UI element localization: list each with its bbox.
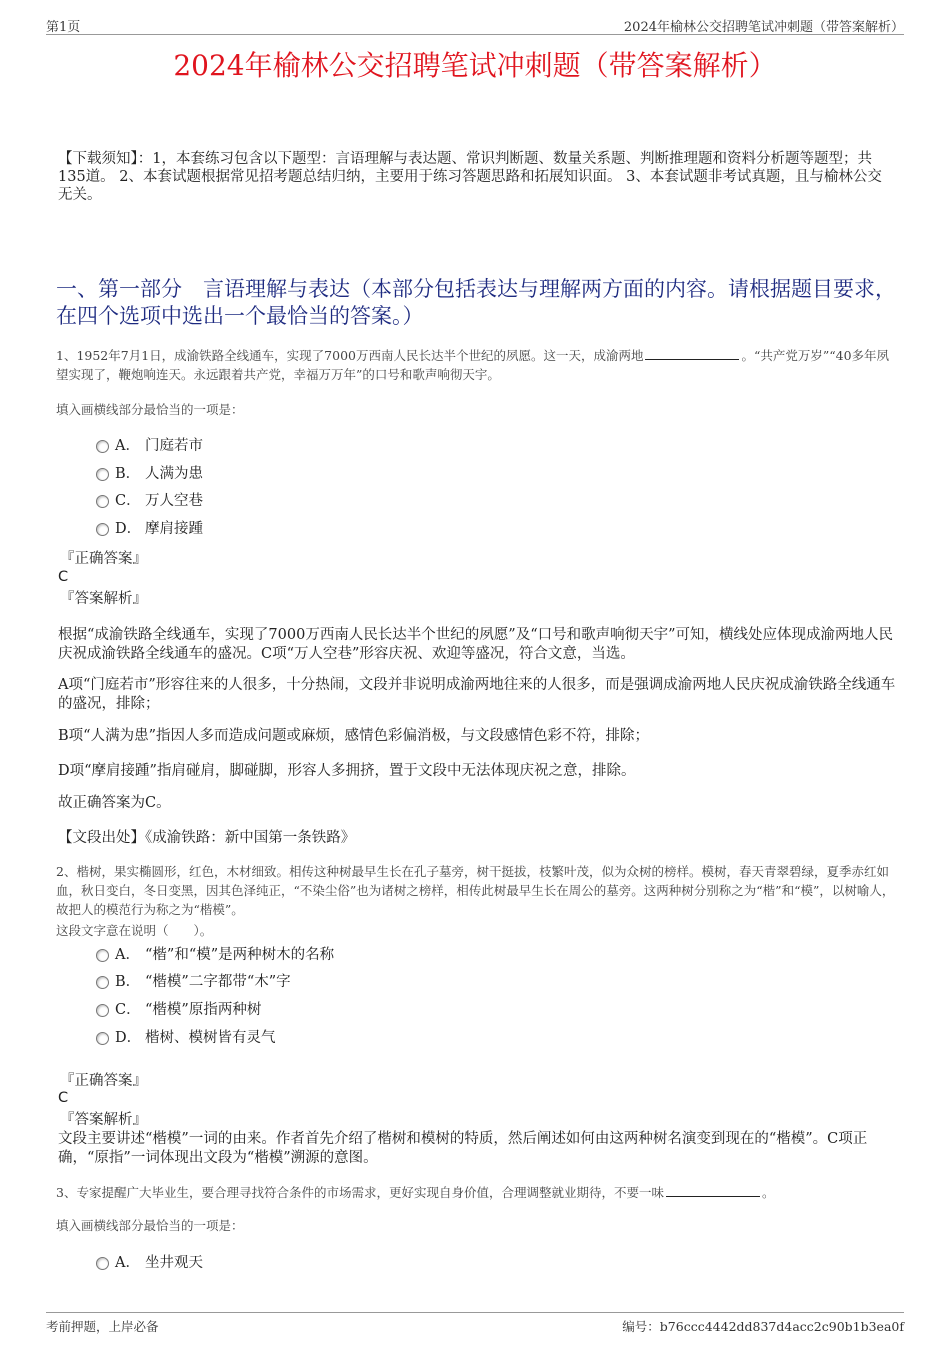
q1-analysis-5: 故正确答案为C。	[58, 795, 171, 811]
question-1-stem: 1、1952年7月1日，成渝铁路全线通车，实现了7000万西南人民长达半个世纪的夙愿。这一天，成渝两地 。“共产党万岁”“40多年夙望实现了，鞭炮响连天。永远跟着共产党，幸福万万年”的口号和歌声响彻天宇。	[56, 348, 890, 382]
q3-option-a[interactable]: A． 坐井观天	[96, 1253, 203, 1273]
q1-option-b[interactable]: B． 人满为患	[96, 464, 203, 484]
radio-icon[interactable]	[96, 976, 109, 989]
q2-option-a[interactable]: A． “楷”和“模”是两种树木的名称	[96, 945, 334, 965]
q1-option-a[interactable]: A． 门庭若市	[96, 436, 203, 456]
radio-icon[interactable]	[96, 468, 109, 481]
question-1-prompt: 填入画横线部分最恰当的一项是：	[56, 402, 244, 417]
q1-answer-label: 『正确答案』	[60, 551, 147, 567]
q2-analysis-label: 『答案解析』	[60, 1112, 147, 1128]
document-id: 编号：b76ccc4442dd837d4acc2c90b1b3ea0f	[622, 1319, 904, 1334]
q1-option-c[interactable]: C． 万人空巷	[96, 491, 203, 511]
q1-analysis-4: D项“摩肩接踵”指肩碰肩，脚碰脚，形容人多拥挤，置于文段中无法体现庆祝之意，排除。	[58, 763, 636, 779]
q1-analysis-3: B项“人满为患”指因人多而造成问题或麻烦，感情色彩偏消极，与文段感情色彩不符，排除；	[58, 728, 649, 744]
page-footer	[46, 1312, 904, 1336]
q2-answer-label: 『正确答案』	[60, 1073, 147, 1089]
download-notice: 【下载须知】：1，本套练习包含以下题型：言语理解与表达题、常识判断题、数量关系题、判断推理题和资料分析题等题型；共135道。 2、本套试题根据常见招考题总结归纳，主要用于练习答题思路和拓展知识面。 3、本套试题非考试真题，且与榆林公交无关。	[58, 151, 882, 203]
q1-source: 【文段出处】《成渝铁路：新中国第一条铁路》	[58, 830, 356, 846]
question-3-stem: 3、专家提醒广大毕业生，要合理寻找符合条件的市场需求，更好实现自身价值，合理调整就业期待，不要一味 。	[56, 1185, 775, 1200]
q1-answer: C	[58, 569, 69, 585]
q2-answer: C	[58, 1090, 69, 1106]
radio-icon[interactable]	[96, 440, 109, 453]
radio-icon[interactable]	[96, 1032, 109, 1045]
document-title: 2024年榆林公交招聘笔试冲刺题（带答案解析）	[173, 49, 777, 82]
radio-icon[interactable]	[96, 1257, 109, 1270]
answer-blank	[645, 348, 739, 360]
question-2-prompt: 这段文字意在说明（ ）。	[56, 923, 213, 938]
radio-icon[interactable]	[96, 523, 109, 536]
question-3-prompt: 填入画横线部分最恰当的一项是：	[56, 1218, 244, 1233]
q2-option-b[interactable]: B． “楷模”二字都带“木”字	[96, 972, 291, 992]
q2-option-c[interactable]: C． “楷模”原指两种树	[96, 1000, 261, 1020]
radio-icon[interactable]	[96, 949, 109, 962]
q2-analysis: 文段主要讲述“楷模”一词的由来。作者首先介绍了楷树和模树的特质，然后阐述如何由这两种树名演变到现在的“楷模”。C项正确，“原指”一词体现出文段为“楷模”溯源的意图。	[58, 1131, 868, 1166]
header-doc-title: 2024年榆林公交招聘笔试冲刺题（带答案解析）	[623, 20, 904, 35]
radio-icon[interactable]	[96, 1004, 109, 1017]
page-number: 第1页	[46, 20, 81, 35]
section-heading: 一、第一部分 言语理解与表达（本部分包括表达与理解两方面的内容。请根据题目要求，在四个选项中选出一个最恰当的答案。）	[56, 277, 896, 328]
q1-analysis-label: 『答案解析』	[60, 591, 147, 607]
q2-option-d[interactable]: D． 楷树、模树皆有灵气	[96, 1028, 276, 1048]
question-2-stem: 2、楷树，果实椭圆形，红色，木材细致。相传这种树最早生长在孔子墓旁，树干挺拔，枝繁叶茂，似为众树的榜样。模树，春天青翠碧绿，夏季赤红如血，秋日变白，冬日变黑，因其色泽纯正，“不染尘俗”也为诸树之榜样，相传此树最早生长在周公的墓旁。这两种树分别称之为“楷”和“模”，以树喻人，故把人的模范行为称之为“楷模”。	[56, 864, 895, 917]
q1-analysis-1: 根据“成渝铁路全线通车，实现了7000万西南人民长达半个世纪的夙愿”及“口号和歌声响彻天宇”可知，横线处应体现成渝两地人民庆祝成渝铁路全线通车的盛况。C项“万人空巷”形容庆祝、欢迎等盛况，符合文意，当选。	[58, 627, 894, 662]
q1-option-d[interactable]: D． 摩肩接踵	[96, 519, 203, 539]
answer-blank	[666, 1185, 760, 1197]
q1-analysis-2: A项“门庭若市”形容往来的人很多，十分热闹，文段并非说明成渝两地往来的人很多，而是强调成渝两地人民庆祝成渝铁路全线通车的盛况，排除；	[58, 677, 896, 712]
radio-icon[interactable]	[96, 495, 109, 508]
page-header	[46, 14, 904, 35]
footer-slogan: 考前押题，上岸必备	[46, 1319, 159, 1334]
